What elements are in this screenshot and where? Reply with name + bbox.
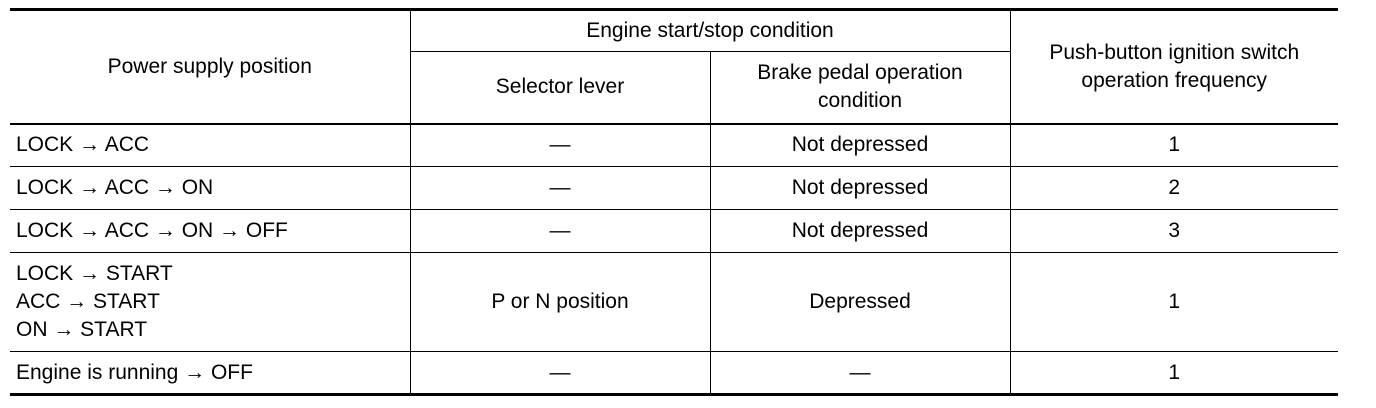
position-line: LOCK → START (16, 262, 173, 285)
table-row (10, 210, 1338, 253)
cell-power-supply-position (10, 253, 410, 352)
position-line: LOCK → ACC (16, 133, 150, 157)
header-engine-start-stop-condition: Engine start/stop condition (410, 10, 1010, 52)
cell-frequency: 1 (1010, 124, 1338, 167)
header-row-1 (10, 10, 1338, 52)
cell-brake-pedal: Not depressed (710, 167, 1010, 210)
table-row (10, 167, 1338, 210)
position-line: LOCK → ACC → ON (16, 176, 214, 199)
header-frequency-line-1: Push-button ignition switch (1049, 40, 1300, 64)
position-line: ON → START (16, 318, 148, 341)
cell-selector-lever: — (410, 210, 710, 253)
cell-frequency: 1 (1010, 352, 1338, 395)
header-brake-line-2: condition (817, 89, 903, 113)
cell-frequency: 1 (1010, 253, 1338, 352)
cell-frequency: 3 (1010, 210, 1338, 253)
header-operation-frequency (1010, 10, 1338, 124)
cell-selector-lever: — (410, 167, 710, 210)
cell-brake-pedal: Not depressed (710, 210, 1010, 253)
header-selector-lever: Selector lever (410, 52, 710, 124)
header-power-supply-position: Power supply position (10, 10, 410, 124)
cell-power-supply-position (10, 352, 410, 395)
cell-power-supply-position (10, 124, 410, 167)
engine-start-stop-table (10, 8, 1338, 396)
cell-selector-lever: — (410, 124, 710, 167)
table-row (10, 253, 1338, 352)
cell-brake-pedal: Depressed (710, 253, 1010, 352)
position-line: Engine is running → OFF (16, 360, 253, 384)
cell-brake-pedal: Not depressed (710, 124, 1010, 167)
cell-power-supply-position (10, 167, 410, 210)
cell-selector-lever: P or N position (410, 253, 710, 352)
header-frequency-line-2: operation frequency (1081, 68, 1268, 92)
cell-frequency: 2 (1010, 167, 1338, 210)
cell-selector-lever: — (410, 352, 710, 395)
table-row (10, 124, 1338, 167)
header-brake-line-1: Brake pedal operation (757, 61, 963, 85)
cell-power-supply-position (10, 210, 410, 253)
position-line: LOCK → ACC → ON → OFF (16, 219, 288, 242)
position-line: ACC → START (16, 290, 160, 313)
header-brake-pedal-condition (710, 52, 1010, 124)
cell-brake-pedal: — (710, 352, 1010, 395)
table-row (10, 352, 1338, 395)
